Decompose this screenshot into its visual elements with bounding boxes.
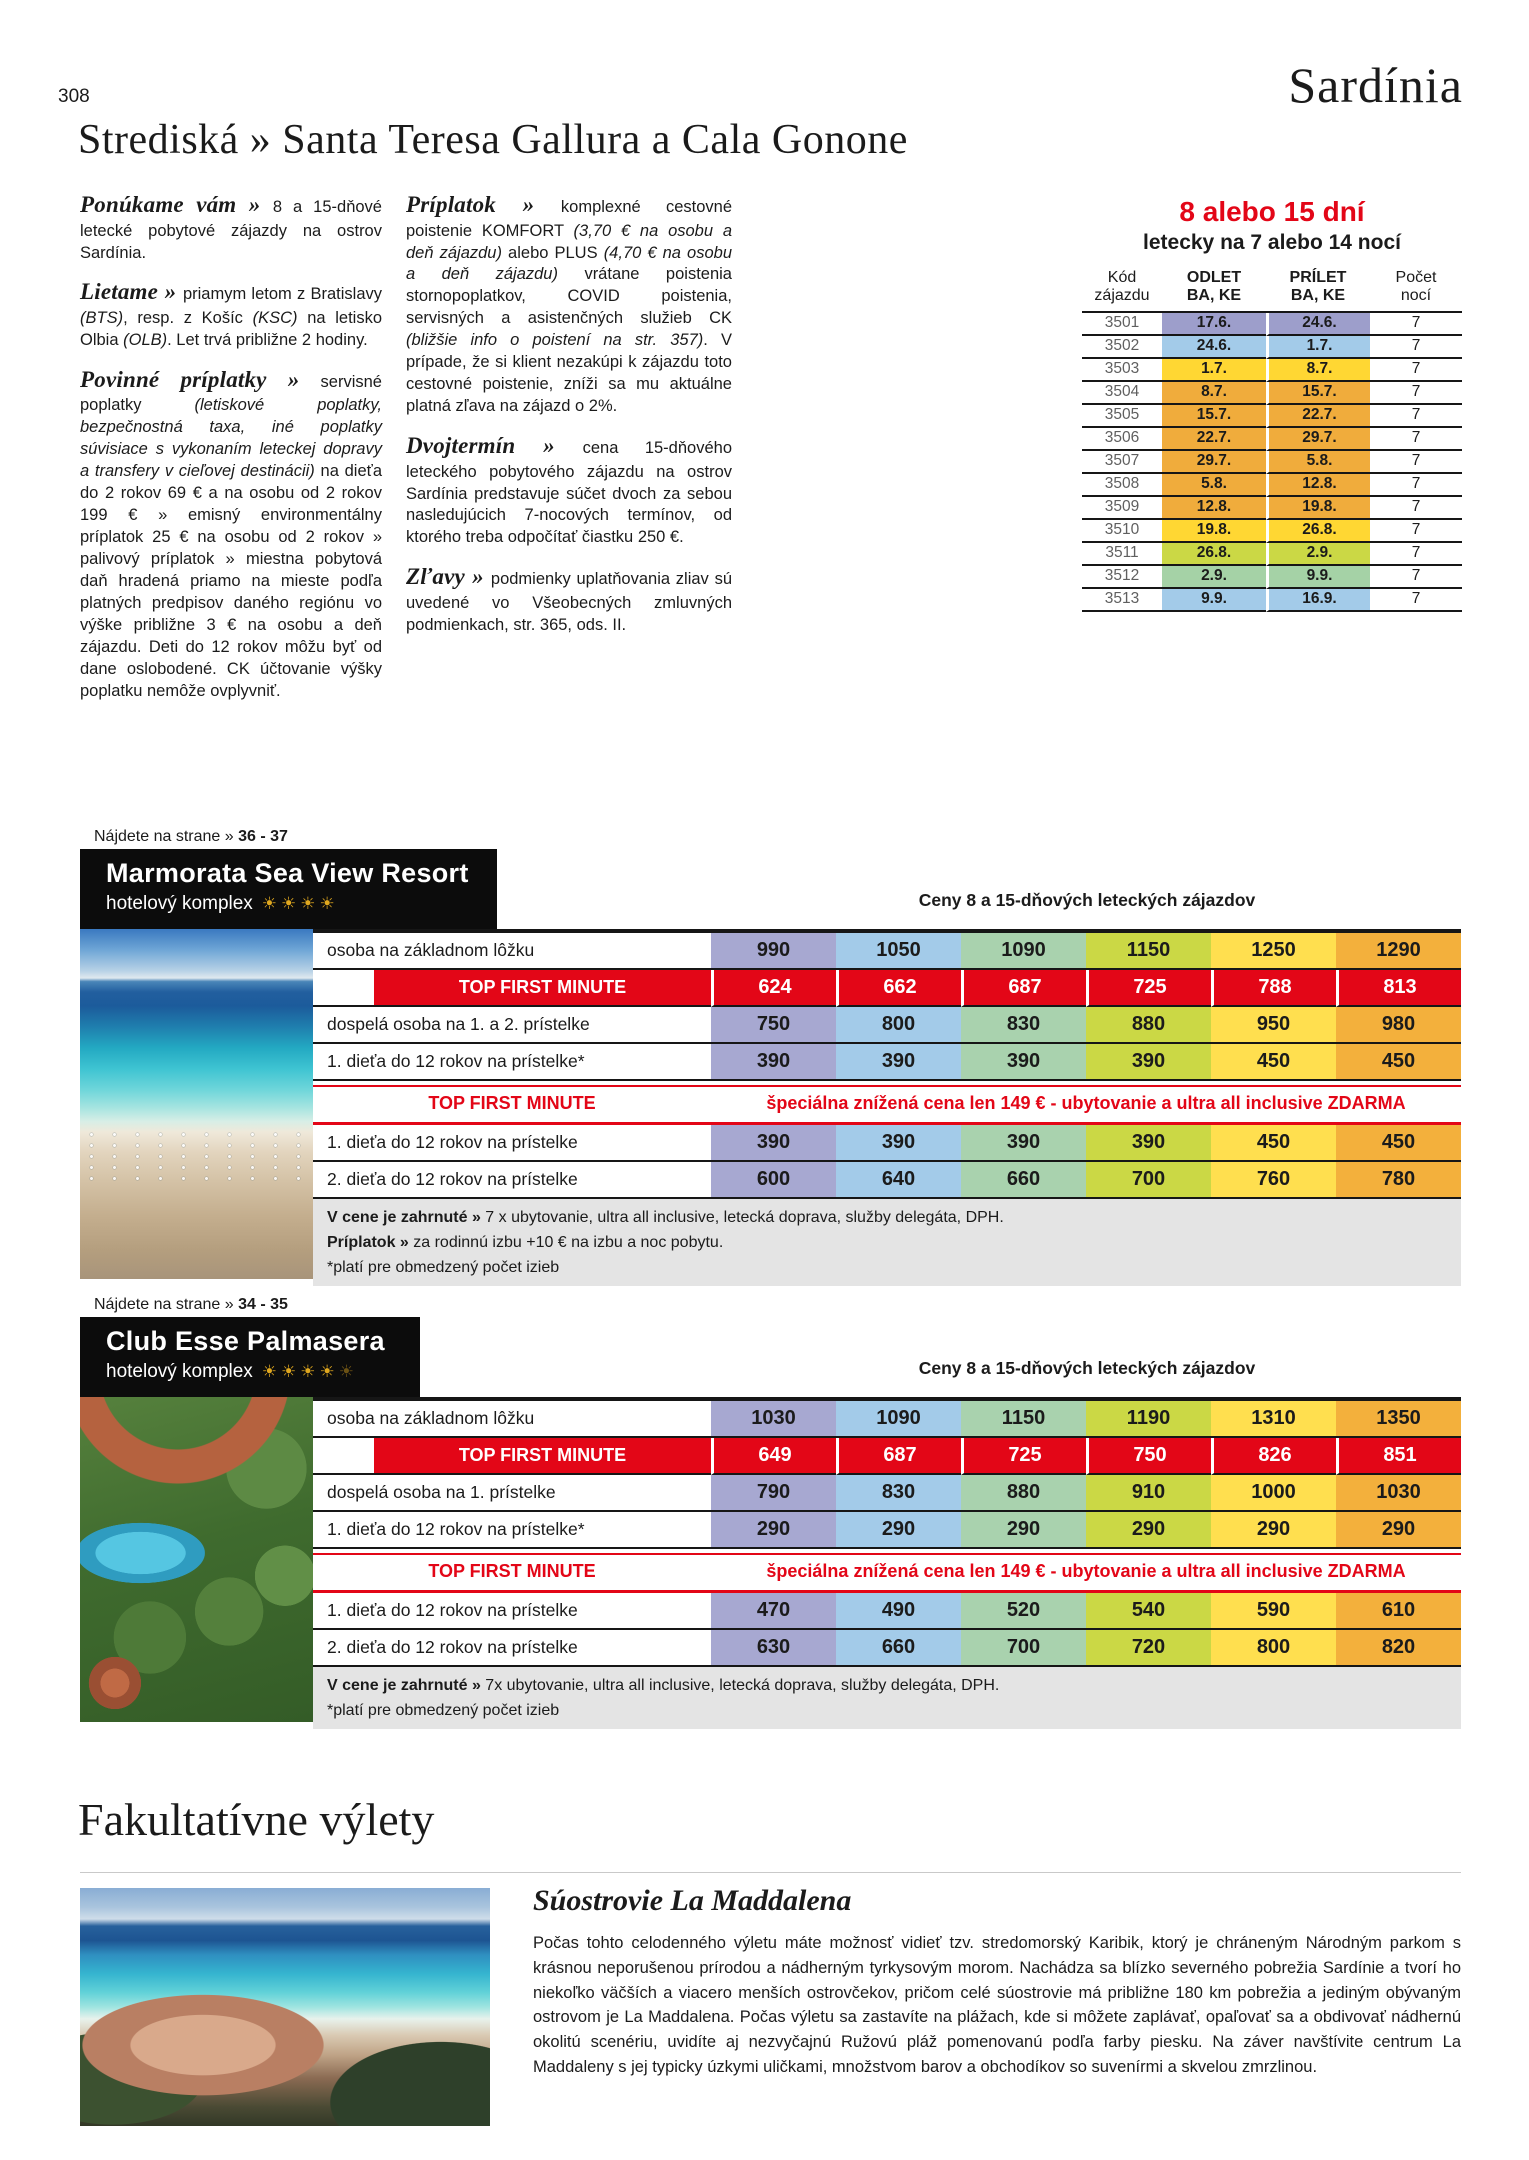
price-cell: 290 bbox=[836, 1512, 961, 1549]
top-first-minute-row bbox=[313, 970, 1461, 1007]
sun-icon: ☀ bbox=[319, 1362, 339, 1382]
price-cell: 788 bbox=[1211, 970, 1336, 1007]
price-cell: 450 bbox=[1211, 1125, 1336, 1162]
price-cell: 390 bbox=[711, 1044, 836, 1081]
paragraph-text: cena 15-dňového leteckého pobytového zájazdu na ostrov Sardínia predstavuje súčet dvoch za sebou nasledujúcich 7-nocových termínov, od ktorého treba odpočítať čiastku 250 €. bbox=[406, 439, 732, 547]
special-offer-row bbox=[313, 1081, 1461, 1125]
special-offer-text-cell bbox=[711, 1081, 1461, 1125]
hotel-block-marmorata bbox=[80, 828, 1461, 1286]
excursions-title: Fakultatívne výlety bbox=[78, 1794, 435, 1845]
price-cell: 640 bbox=[836, 1162, 961, 1199]
price-cell: 830 bbox=[836, 1475, 961, 1512]
header-arrival: PRÍLET BA, KE bbox=[1266, 269, 1370, 313]
price-cell: 880 bbox=[1086, 1007, 1211, 1044]
special-offer-text: špeciálna znížená cena len 149 € - ubytovanie a ultra all inclusive ZDARMA bbox=[711, 1085, 1461, 1122]
price-cell: 725 bbox=[1086, 970, 1211, 1007]
departure-row bbox=[1082, 566, 1462, 589]
nights-count: 7 bbox=[1370, 520, 1462, 543]
sun-icon: ☀ bbox=[300, 1362, 320, 1382]
departures-table bbox=[1082, 269, 1462, 612]
price-row-label: dospelá osoba na 1. a 2. prístelke bbox=[313, 1007, 711, 1044]
price-cell: 851 bbox=[1336, 1438, 1461, 1475]
footer-line-text: 7 x ubytovanie, ultra all inclusive, letecká doprava, služby delegáta, DPH. bbox=[480, 1209, 1004, 1226]
price-row bbox=[313, 1401, 1461, 1438]
departure-date: 12.8. bbox=[1162, 497, 1266, 520]
sun-icon: ☀ bbox=[281, 1362, 301, 1382]
paragraph-text: (4,70 € na osobu a deň zájazdu) bbox=[406, 243, 733, 284]
price-row-label: dospelá osoba na 1. prístelke bbox=[313, 1475, 711, 1512]
prices-table-wrap bbox=[313, 929, 1461, 1286]
divider-line bbox=[80, 1872, 1461, 1873]
hotel-photo bbox=[80, 929, 313, 1279]
price-cell: 1090 bbox=[836, 1401, 961, 1438]
footer-line bbox=[327, 1230, 1447, 1255]
footer-line-text: *platí pre obmedzený počet izieb bbox=[327, 1259, 560, 1276]
price-cell: 1310 bbox=[1211, 1401, 1336, 1438]
hotel-category: hotelový komplex ☀☀☀☀ bbox=[106, 893, 339, 914]
half-sun-icon: ☀ bbox=[338, 1362, 359, 1382]
price-cell: 813 bbox=[1336, 970, 1461, 1007]
price-row-label: 2. dieťa do 12 rokov na prístelke bbox=[313, 1162, 711, 1199]
price-row-label: 1. dieťa do 12 rokov na prístelke bbox=[313, 1593, 711, 1630]
nights-count: 7 bbox=[1370, 474, 1462, 497]
departure-row bbox=[1082, 382, 1462, 405]
excursion-description: Počas tohto celodenného výletu máte možnosť vidieť tzv. stredomorský Karibik, ktorý je chráneným Národným parkom s krásnou neporušenou prírodou a nádherným tyrkysovým morom. Nachádza sa blízko severného pobrežia Sardínie a tvorí ho niekoľko väčších a viacero menších ostrovčekov, pričom celé súostrovie má približne 180 km pobrežia a jediným obývaným ostrovom je La Maddalena. Počas výletu sa zastavíte na plážach, kde si môžete zaplávať, opaľovať sa a obdivovať nádhernú okolitú scenériu, uvidíte aj nezvyčajnú Ružovú pláž pomenovanú podľa farby piesku. Na záver navštívite centrum La Maddaleny s jej typicky úzkymi uličkami, množstvom barov a obchodíkov so suvenírmi a skvelou zmrzlinou. bbox=[533, 1934, 1461, 2076]
sun-icon: ☀ bbox=[300, 894, 320, 914]
paragraph-text: priamym letom z Bratislavy bbox=[182, 285, 382, 304]
sun-icon: ☀ bbox=[261, 1362, 282, 1382]
prices-table bbox=[313, 929, 1461, 1199]
nights-count: 7 bbox=[1370, 451, 1462, 474]
paragraph-text: . V prípade, že si klient nezakúpi k zájazdu toto cestovné poistenie, zníži sa mu aktuálne platná zľava na zájazd o 2%. bbox=[406, 331, 732, 416]
price-cell: 290 bbox=[711, 1512, 836, 1549]
header-departure: ODLET BA, KE bbox=[1162, 269, 1266, 313]
price-cell: 687 bbox=[836, 1438, 961, 1475]
price-cell: 290 bbox=[1336, 1512, 1461, 1549]
departure-date: 22.7. bbox=[1162, 428, 1266, 451]
page-reference: Nájdete na strane » 34 - 35 bbox=[94, 1296, 288, 1313]
price-row bbox=[313, 1475, 1461, 1512]
arrival-date: 16.9. bbox=[1266, 589, 1370, 612]
price-row-label: osoba na základnom lôžku bbox=[313, 1401, 711, 1438]
price-cell: 950 bbox=[1211, 1007, 1336, 1044]
paragraph-lead: Povinné príplatky » bbox=[80, 366, 321, 392]
footer-line-lead: V cene je zahrnuté » bbox=[327, 1209, 481, 1226]
hotel-category: hotelový komplex ☀☀☀☀☀ bbox=[106, 1361, 359, 1382]
footer-line bbox=[327, 1255, 1447, 1280]
arrival-date: 2.9. bbox=[1266, 543, 1370, 566]
price-cell: 700 bbox=[961, 1630, 1086, 1667]
price-cell: 490 bbox=[836, 1593, 961, 1630]
price-cell: 450 bbox=[1211, 1044, 1336, 1081]
paragraph bbox=[80, 365, 382, 703]
paragraph-text: podmienky uplatňovania zliav sú uvedené vo Všeobecných zmluvných podmienkach, str. 365, ods. II. bbox=[406, 570, 732, 634]
nights-count: 7 bbox=[1370, 382, 1462, 405]
price-cell: 1350 bbox=[1336, 1401, 1461, 1438]
price-cell: 290 bbox=[1086, 1512, 1211, 1549]
page-number: 308 bbox=[58, 86, 90, 107]
intro-column-middle bbox=[406, 190, 732, 650]
tour-code: 3511 bbox=[1082, 543, 1162, 566]
price-cell: 725 bbox=[961, 1438, 1086, 1475]
price-cell: 390 bbox=[1086, 1044, 1211, 1081]
tour-code: 3501 bbox=[1082, 313, 1162, 336]
price-cell: 540 bbox=[1086, 1593, 1211, 1630]
arrival-date: 26.8. bbox=[1266, 520, 1370, 543]
price-row bbox=[313, 1044, 1461, 1081]
tour-code: 3509 bbox=[1082, 497, 1162, 520]
price-cell: 390 bbox=[1086, 1125, 1211, 1162]
hotel-body bbox=[80, 1397, 1461, 1729]
paragraph-text: , resp. z Košíc bbox=[123, 309, 253, 328]
arrival-date: 22.7. bbox=[1266, 405, 1370, 428]
price-cell: 826 bbox=[1211, 1438, 1336, 1475]
tour-code: 3503 bbox=[1082, 359, 1162, 382]
top-first-minute-label: TOP FIRST MINUTE bbox=[374, 970, 711, 1005]
price-cell: 624 bbox=[711, 970, 836, 1007]
price-cell: 1050 bbox=[836, 933, 961, 970]
nights-count: 7 bbox=[1370, 313, 1462, 336]
arrival-date: 24.6. bbox=[1266, 313, 1370, 336]
prices-footer bbox=[313, 1667, 1461, 1729]
hotel-block-club-esse bbox=[80, 1296, 1461, 1729]
price-cell: 820 bbox=[1336, 1630, 1461, 1667]
departure-row bbox=[1082, 359, 1462, 382]
price-cell: 390 bbox=[836, 1125, 961, 1162]
price-row bbox=[313, 1007, 1461, 1044]
departure-date: 5.8. bbox=[1162, 474, 1266, 497]
special-offer-label-cell bbox=[313, 1549, 711, 1593]
paragraph-text: vrátane poistenia stornopoplatkov, COVID poistenia, servisných a asistenčných služieb CK bbox=[406, 265, 732, 328]
arrival-date: 19.8. bbox=[1266, 497, 1370, 520]
nights-count: 7 bbox=[1370, 405, 1462, 428]
sun-rating bbox=[262, 1361, 358, 1382]
paragraph-text: (3,70 € na osobu a deň zájazdu) bbox=[406, 221, 732, 262]
special-offer-label: TOP FIRST MINUTE bbox=[313, 1085, 711, 1122]
paragraph-lead: Dvojtermín » bbox=[406, 433, 583, 459]
price-cell: 790 bbox=[711, 1475, 836, 1512]
price-row-label: osoba na základnom lôžku bbox=[313, 933, 711, 970]
nights-count: 7 bbox=[1370, 428, 1462, 451]
price-cell: 470 bbox=[711, 1593, 836, 1630]
page-reference: Nájdete na strane » 36 - 37 bbox=[94, 828, 288, 845]
arrival-date: 29.7. bbox=[1266, 428, 1370, 451]
departures-title: 8 alebo 15 dní bbox=[1179, 196, 1365, 227]
price-row bbox=[313, 1630, 1461, 1667]
price-cell: 590 bbox=[1211, 1593, 1336, 1630]
price-cell: 1030 bbox=[1336, 1475, 1461, 1512]
prices-table-title: Ceny 8 a 15-dňových leteckých zájazdov bbox=[918, 1358, 1256, 1378]
price-cell: 390 bbox=[711, 1125, 836, 1162]
resorts-title: Strediská » Santa Teresa Gallura a Cala Gonone bbox=[78, 117, 908, 163]
paragraph-text: servisné poplatky bbox=[80, 372, 382, 415]
price-cell: 660 bbox=[836, 1630, 961, 1667]
paragraph-text: na dieťa do 2 rokov 69 € a na osobu od 2 rokov 199 € » emisný environmentálny príplatok 25 € na osobu od 2 rokov » palivový príplatok » miestna pobytová daň hradená priamo na mieste podľa platných predpisov daného regiónu vo výške približne 3 € na osobu a deň zájazdu. Deti do 12 rokov môžu byť od dane oslobodené. CK účtovanie výšky poplatku nemôže ovplyvniť. bbox=[80, 462, 382, 700]
departure-row bbox=[1082, 497, 1462, 520]
hotel-name: Club Esse Palmasera bbox=[106, 1326, 385, 1356]
paragraph-lead: Ponúkame vám » bbox=[80, 192, 273, 217]
prices-table bbox=[313, 1397, 1461, 1667]
arrival-date: 9.9. bbox=[1266, 566, 1370, 589]
top-first-minute-row bbox=[313, 1438, 1461, 1475]
paragraph-text: na letisko Olbia bbox=[80, 309, 382, 349]
price-cell: 290 bbox=[1211, 1512, 1336, 1549]
departure-row bbox=[1082, 520, 1462, 543]
arrival-date: 15.7. bbox=[1266, 382, 1370, 405]
paragraph-text: komplexné cestovné poistenie KOMFORT bbox=[406, 198, 732, 240]
paragraph-lead: Príplatok » bbox=[406, 192, 561, 217]
sun-icon: ☀ bbox=[319, 894, 339, 914]
price-row bbox=[313, 933, 1461, 970]
tour-code: 3505 bbox=[1082, 405, 1162, 428]
paragraph bbox=[406, 562, 732, 636]
nights-count: 7 bbox=[1370, 589, 1462, 612]
footer-line-text: *platí pre obmedzený počet izieb bbox=[327, 1702, 560, 1719]
special-offer-label-cell bbox=[313, 1081, 711, 1125]
price-cell: 662 bbox=[836, 970, 961, 1007]
price-cell: 390 bbox=[961, 1044, 1086, 1081]
price-cell: 520 bbox=[961, 1593, 1086, 1630]
departure-row bbox=[1082, 405, 1462, 428]
paragraph-text: (bližšie info o poistení na str. 357) bbox=[406, 331, 704, 350]
sun-rating bbox=[262, 893, 339, 914]
price-cell: 760 bbox=[1211, 1162, 1336, 1199]
paragraph-text: (OLB) bbox=[123, 330, 168, 349]
departure-date: 1.7. bbox=[1162, 359, 1266, 382]
tour-code: 3504 bbox=[1082, 382, 1162, 405]
price-cell: 980 bbox=[1336, 1007, 1461, 1044]
footer-line-text: 7x ubytovanie, ultra all inclusive, letecká doprava, služby delegáta, DPH. bbox=[480, 1677, 1000, 1694]
price-cell: 720 bbox=[1086, 1630, 1211, 1667]
departure-date: 24.6. bbox=[1162, 336, 1266, 359]
price-row-label bbox=[313, 1438, 711, 1475]
destination-title: Sardínia bbox=[1288, 57, 1463, 113]
departure-row bbox=[1082, 451, 1462, 474]
departure-row bbox=[1082, 543, 1462, 566]
price-cell: 910 bbox=[1086, 1475, 1211, 1512]
hotel-header bbox=[80, 1317, 420, 1397]
paragraph-text: . Let trvá približne 2 hodiny. bbox=[167, 330, 368, 349]
paragraph-text: (letiskové poplatky, bezpečnostná taxa, iné poplatky súvisiace s vykonaním leteckej dopravy a transfery v cieľovej destinácii) bbox=[80, 396, 383, 481]
price-cell: 687 bbox=[961, 970, 1086, 1007]
price-row-label: 1. dieťa do 12 rokov na prístelke* bbox=[313, 1512, 711, 1549]
price-cell: 610 bbox=[1336, 1593, 1461, 1630]
tour-code: 3512 bbox=[1082, 566, 1162, 589]
nights-count: 7 bbox=[1370, 543, 1462, 566]
departure-date: 8.7. bbox=[1162, 382, 1266, 405]
price-cell: 830 bbox=[961, 1007, 1086, 1044]
tour-code: 3508 bbox=[1082, 474, 1162, 497]
price-cell: 450 bbox=[1336, 1044, 1461, 1081]
departures-subtitle: letecky na 7 alebo 14 nocí bbox=[1143, 231, 1401, 254]
paragraph-text: 8 a 15-dňové letecké pobytové zájazdy na ostrov Sardínia. bbox=[80, 198, 382, 262]
intro-column-left bbox=[80, 190, 382, 716]
price-cell: 450 bbox=[1336, 1125, 1461, 1162]
excursion-name: Súostrovie La Maddalena bbox=[533, 1884, 852, 1917]
departure-date: 17.6. bbox=[1162, 313, 1266, 336]
nights-count: 7 bbox=[1370, 566, 1462, 589]
special-offer-label: TOP FIRST MINUTE bbox=[313, 1553, 711, 1590]
departure-row bbox=[1082, 589, 1462, 612]
price-row bbox=[313, 1512, 1461, 1549]
price-row bbox=[313, 1162, 1461, 1199]
price-cell: 800 bbox=[836, 1007, 961, 1044]
price-row-label: 1. dieťa do 12 rokov na prístelke bbox=[313, 1125, 711, 1162]
departure-date: 19.8. bbox=[1162, 520, 1266, 543]
departure-date: 2.9. bbox=[1162, 566, 1266, 589]
footer-line bbox=[327, 1673, 1447, 1698]
hotel-body bbox=[80, 929, 1461, 1286]
arrival-date: 12.8. bbox=[1266, 474, 1370, 497]
price-cell: 290 bbox=[961, 1512, 1086, 1549]
price-cell: 1190 bbox=[1086, 1401, 1211, 1438]
sun-icon: ☀ bbox=[261, 894, 282, 914]
tour-code: 3506 bbox=[1082, 428, 1162, 451]
paragraph bbox=[406, 190, 732, 418]
footer-line-lead: V cene je zahrnuté » bbox=[327, 1677, 481, 1694]
excursion-photo bbox=[80, 1888, 490, 2126]
price-cell: 600 bbox=[711, 1162, 836, 1199]
nights-count: 7 bbox=[1370, 359, 1462, 382]
price-cell: 990 bbox=[711, 933, 836, 970]
paragraph bbox=[80, 190, 382, 264]
hotel-name: Marmorata Sea View Resort bbox=[106, 858, 469, 888]
sun-icon: ☀ bbox=[281, 894, 301, 914]
departure-date: 26.8. bbox=[1162, 543, 1266, 566]
nights-count: 7 bbox=[1370, 336, 1462, 359]
special-offer-row bbox=[313, 1549, 1461, 1593]
price-cell: 1030 bbox=[711, 1401, 836, 1438]
price-cell: 630 bbox=[711, 1630, 836, 1667]
departure-date: 29.7. bbox=[1162, 451, 1266, 474]
departures-header-row bbox=[1082, 269, 1462, 313]
price-cell: 800 bbox=[1211, 1630, 1336, 1667]
price-cell: 880 bbox=[961, 1475, 1086, 1512]
price-cell: 750 bbox=[711, 1007, 836, 1044]
departure-row bbox=[1082, 336, 1462, 359]
tour-code: 3507 bbox=[1082, 451, 1162, 474]
price-cell: 1150 bbox=[1086, 933, 1211, 970]
arrival-date: 1.7. bbox=[1266, 336, 1370, 359]
price-cell: 1250 bbox=[1211, 933, 1336, 970]
tour-code: 3510 bbox=[1082, 520, 1162, 543]
price-cell: 1000 bbox=[1211, 1475, 1336, 1512]
nights-count: 7 bbox=[1370, 497, 1462, 520]
departure-row bbox=[1082, 313, 1462, 336]
price-cell: 1150 bbox=[961, 1401, 1086, 1438]
header-nights: Počet nocí bbox=[1370, 269, 1462, 313]
hotel-photo bbox=[80, 1397, 313, 1722]
arrival-date: 5.8. bbox=[1266, 451, 1370, 474]
footer-line bbox=[327, 1205, 1447, 1230]
footer-line bbox=[327, 1698, 1447, 1723]
paragraph bbox=[406, 431, 732, 549]
top-first-minute-label: TOP FIRST MINUTE bbox=[374, 1438, 711, 1473]
price-cell: 750 bbox=[1086, 1438, 1211, 1475]
departure-date: 9.9. bbox=[1162, 589, 1266, 612]
price-cell: 390 bbox=[961, 1125, 1086, 1162]
arrival-date: 8.7. bbox=[1266, 359, 1370, 382]
price-row-label: 1. dieťa do 12 rokov na prístelke* bbox=[313, 1044, 711, 1081]
departure-row bbox=[1082, 474, 1462, 497]
hotel-header bbox=[80, 849, 497, 929]
prices-table-wrap bbox=[313, 1397, 1461, 1729]
paragraph bbox=[80, 277, 382, 351]
prices-table-title: Ceny 8 a 15-dňových leteckých zájazdov bbox=[918, 890, 1256, 910]
paragraph-lead: Lietame » bbox=[80, 279, 183, 305]
price-cell: 390 bbox=[836, 1044, 961, 1081]
special-offer-text: špeciálna znížená cena len 149 € - ubytovanie a ultra all inclusive ZDARMA bbox=[711, 1553, 1461, 1590]
header-code: Kód zájazdu bbox=[1082, 269, 1162, 313]
price-cell: 700 bbox=[1086, 1162, 1211, 1199]
footer-line-text: za rodinnú izbu +10 € na izbu a noc pobytu. bbox=[408, 1234, 724, 1251]
price-row-label: 2. dieťa do 12 rokov na prístelke bbox=[313, 1630, 711, 1667]
tour-code: 3502 bbox=[1082, 336, 1162, 359]
tour-code: 3513 bbox=[1082, 589, 1162, 612]
footer-line-lead: Príplatok » bbox=[327, 1234, 409, 1251]
prices-footer bbox=[313, 1199, 1461, 1286]
price-row bbox=[313, 1125, 1461, 1162]
price-cell: 660 bbox=[961, 1162, 1086, 1199]
paragraph-text: (KSC) bbox=[252, 309, 298, 328]
paragraph-text: (BTS) bbox=[80, 309, 124, 328]
price-row-label bbox=[313, 970, 711, 1007]
special-offer-text-cell bbox=[711, 1549, 1461, 1593]
price-cell: 1090 bbox=[961, 933, 1086, 970]
paragraph-text: alebo PLUS bbox=[501, 243, 604, 262]
price-cell: 1290 bbox=[1336, 933, 1461, 970]
price-cell: 649 bbox=[711, 1438, 836, 1475]
price-row bbox=[313, 1593, 1461, 1630]
departure-date: 15.7. bbox=[1162, 405, 1266, 428]
price-cell: 780 bbox=[1336, 1162, 1461, 1199]
excursion-text-block bbox=[533, 1884, 1461, 2080]
departures-panel bbox=[1082, 196, 1462, 612]
paragraph-lead: Zľavy » bbox=[406, 564, 491, 590]
departure-row bbox=[1082, 428, 1462, 451]
